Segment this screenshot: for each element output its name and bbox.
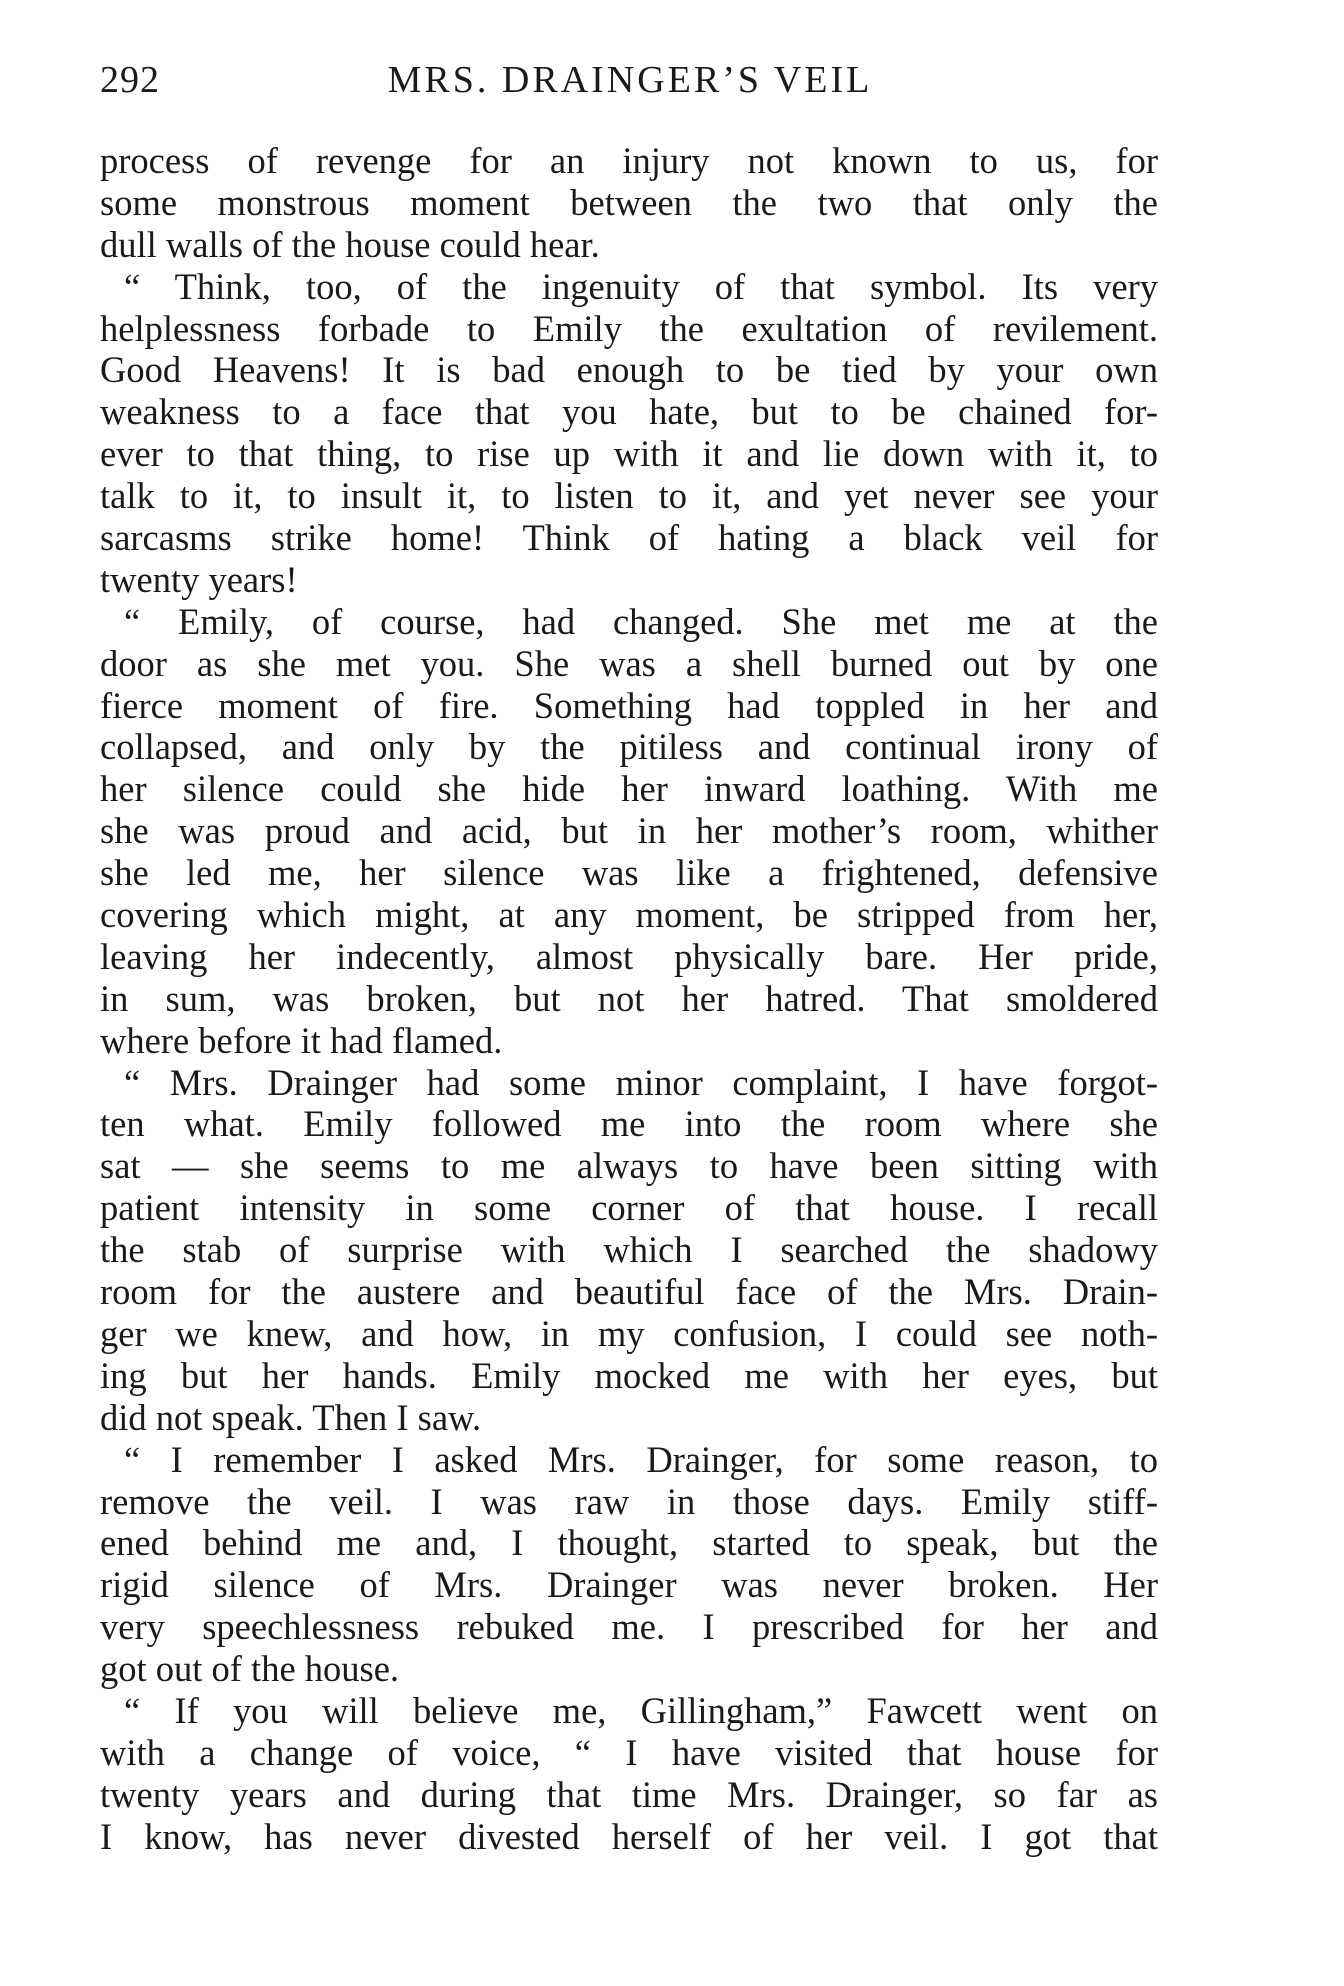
text-line: collapsed, and only by the pitiless and continual irony of bbox=[100, 726, 1158, 768]
text-line: ever to that thing, to rise up with it and lie down with it, to bbox=[100, 433, 1158, 475]
text-line: very speechlessness rebuked me. I prescribed for her and bbox=[100, 1606, 1158, 1648]
text-line: door as she met you. She was a shell burned out by one bbox=[100, 642, 1158, 684]
text-line: covering which might, at any moment, be stripped from her, bbox=[100, 894, 1158, 936]
text-line: with a change of voice, “ I have visited that house for bbox=[100, 1731, 1158, 1773]
text-line: her silence could she hide her inward loathing. With me bbox=[100, 768, 1158, 810]
text-line: sarcasms strike home! Think of hating a black veil for bbox=[100, 517, 1158, 559]
text-line: some monstrous moment between the two that only the bbox=[100, 181, 1158, 223]
text-line: ing but her hands. Emily mocked me with her eyes, but bbox=[100, 1354, 1158, 1396]
text-line: helplessness forbade to Emily the exultation of revilement. bbox=[100, 307, 1158, 349]
text-line: fierce moment of fire. Something had toppled in her and bbox=[100, 684, 1158, 726]
text-line: talk to it, to insult it, to listen to it, and yet never see your bbox=[100, 475, 1158, 517]
text-line: rigid silence of Mrs. Drainger was never broken. Her bbox=[100, 1564, 1158, 1606]
text-line: leaving her indecently, almost physically bare. Her pride, bbox=[100, 935, 1158, 977]
text-line: “ Think, too, of the ingenuity of that symbol. Its very bbox=[124, 265, 1158, 307]
text-line: patient intensity in some corner of that house. I recall bbox=[100, 1187, 1158, 1229]
text-line: room for the austere and beautiful face of the Mrs. Drain- bbox=[100, 1271, 1158, 1313]
text-line: ten what. Emily followed me into the room where she bbox=[100, 1103, 1158, 1145]
text-line: weakness to a face that you hate, but to be chained for- bbox=[100, 391, 1158, 433]
text-line: “ Emily, of course, had changed. She met me at the bbox=[124, 600, 1158, 642]
text-line: twenty years! bbox=[100, 558, 298, 600]
text-line: twenty years and during that time Mrs. Drainger, so far as bbox=[100, 1773, 1158, 1815]
text-line: remove the veil. I was raw in those days. Emily stiff- bbox=[100, 1480, 1158, 1522]
text-line: she was proud and acid, but in her mother’s room, whither bbox=[100, 810, 1158, 852]
text-line: in sum, was broken, but not her hatred. That smoldered bbox=[100, 977, 1158, 1019]
page-header bbox=[100, 58, 1160, 108]
page-number: 292 bbox=[100, 59, 160, 101]
text-line: “ If you will believe me, Gillingham,” Fawcett went on bbox=[124, 1689, 1158, 1731]
text-line: “ Mrs. Drainger had some minor complaint, I have forgot- bbox=[124, 1061, 1158, 1103]
text-line: where before it had flamed. bbox=[100, 1019, 503, 1061]
text-line: sat — she seems to me always to have been sitting with bbox=[100, 1145, 1158, 1187]
text-line: she led me, her silence was like a frightened, defensive bbox=[100, 852, 1158, 894]
text-line: ened behind me and, I thought, started to speak, but the bbox=[100, 1522, 1158, 1564]
text-line: Good Heavens! It is bad enough to be tied by your own bbox=[100, 349, 1158, 391]
text-line: dull walls of the house could hear. bbox=[100, 223, 600, 265]
running-title: MRS. DRAINGER’S VEIL bbox=[387, 59, 873, 101]
text-line: did not speak. Then I saw. bbox=[100, 1396, 482, 1438]
text-line: got out of the house. bbox=[100, 1648, 400, 1690]
text-line: “ I remember I asked Mrs. Drainger, for some reason, to bbox=[124, 1438, 1158, 1480]
body-text bbox=[100, 140, 1158, 1858]
text-line: the stab of surprise with which I searched the shadowy bbox=[100, 1229, 1158, 1271]
text-line: process of revenge for an injury not known to us, for bbox=[100, 140, 1158, 181]
text-line: ger we knew, and how, in my confusion, I could see noth- bbox=[100, 1312, 1158, 1354]
text-line: I know, has never divested herself of her veil. I got that bbox=[100, 1815, 1158, 1857]
